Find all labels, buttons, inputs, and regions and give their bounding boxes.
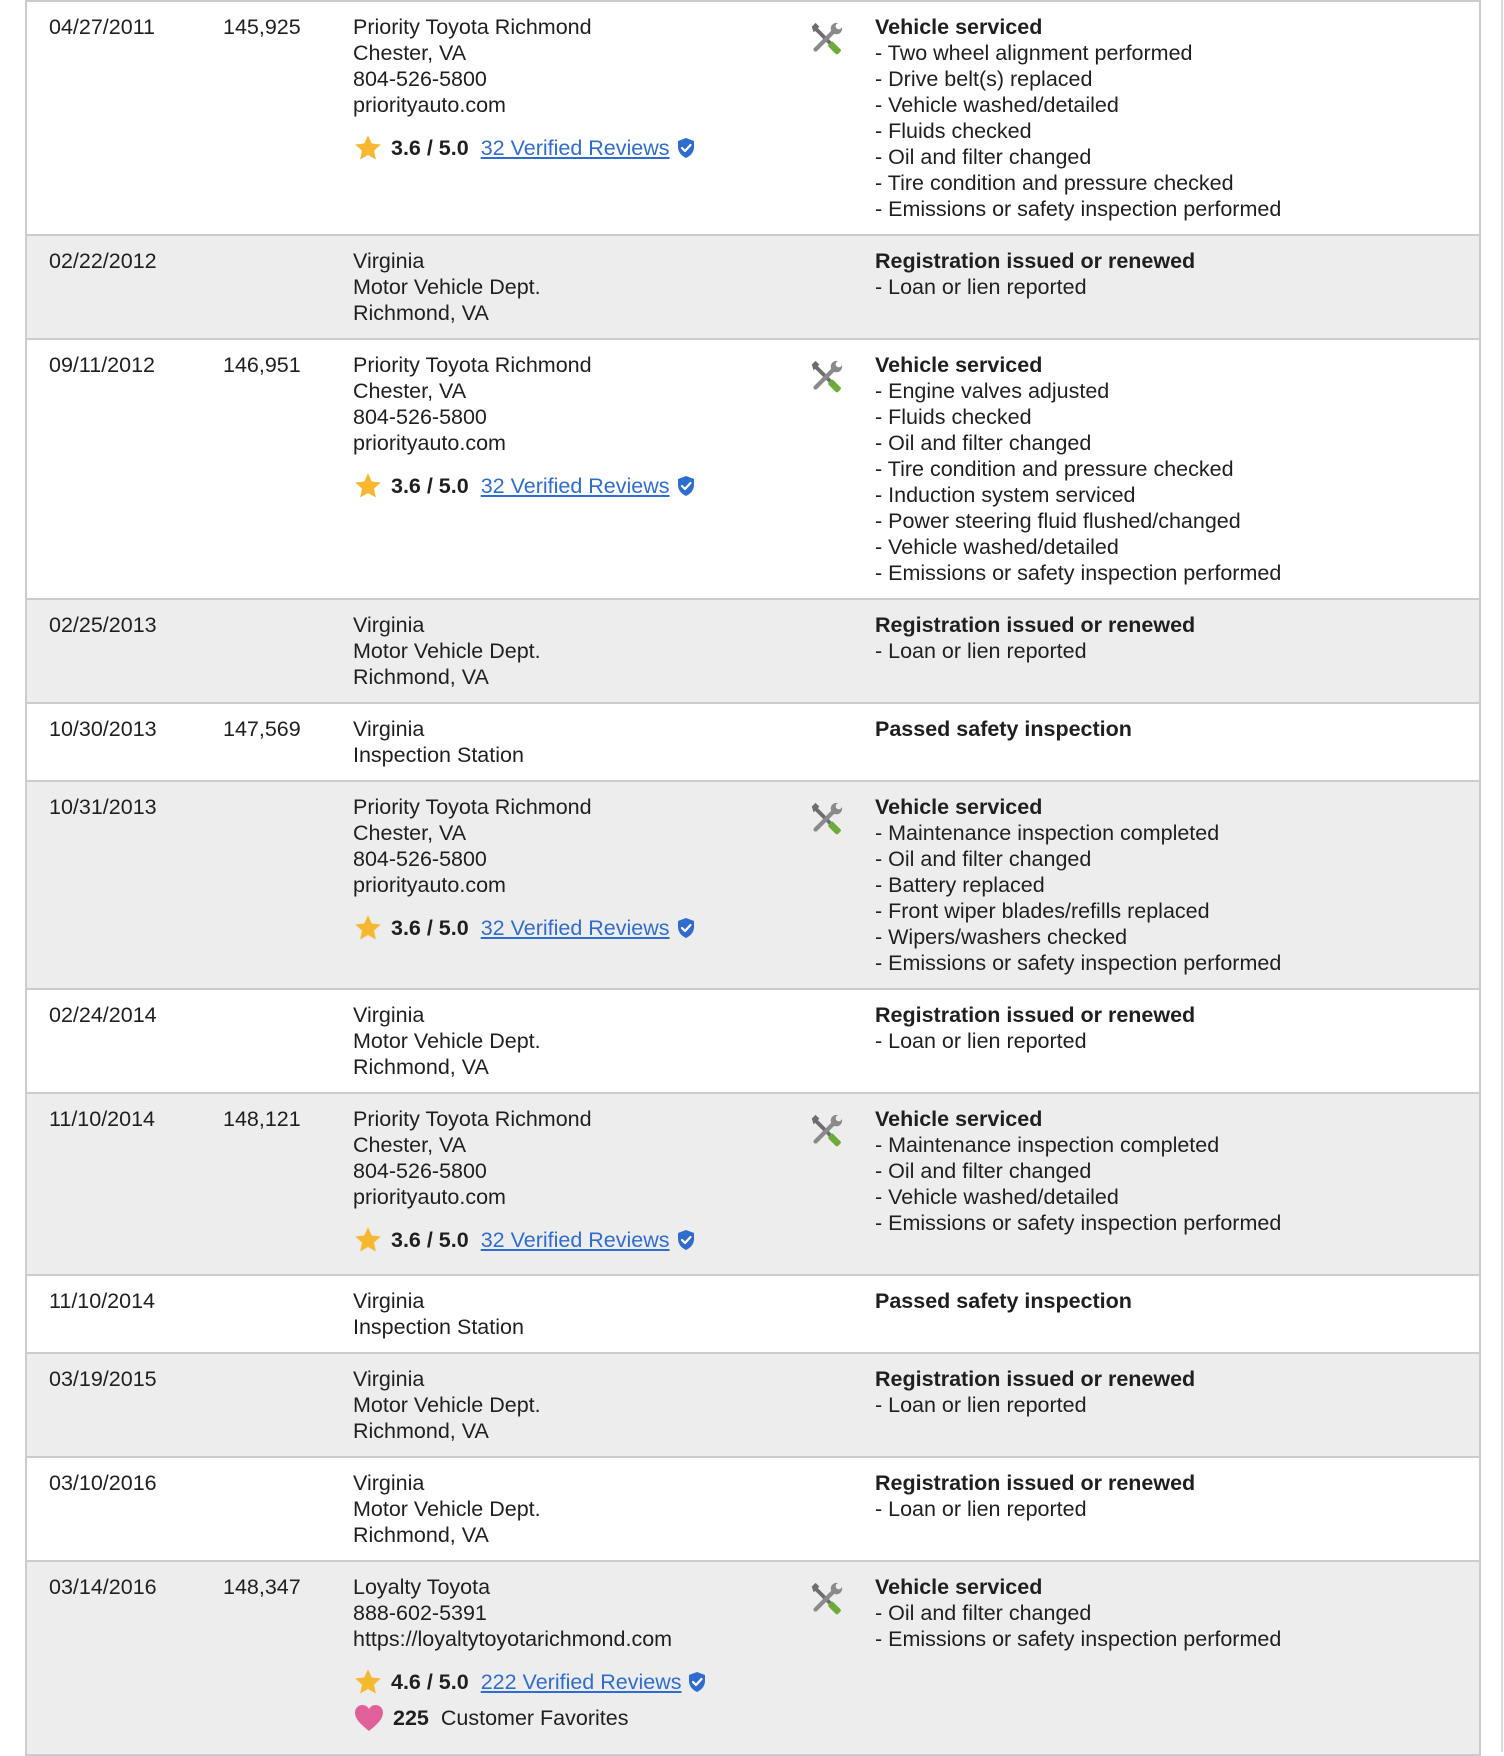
record-date: 03/10/2016 <box>49 1471 157 1495</box>
detail-item: - Power steering fluid flushed/changed <box>875 509 1241 533</box>
wrench-screwdriver-icon <box>807 358 845 396</box>
source-name: Virginia <box>353 1003 425 1027</box>
history-row <box>27 2 1479 236</box>
detail-item: - Vehicle washed/detailed <box>875 93 1119 117</box>
source-location: Richmond, VA <box>353 301 489 325</box>
source-website: https://loyaltytoyotarichmond.com <box>353 1627 673 1651</box>
verified-shield-icon <box>687 1671 707 1693</box>
history-row <box>27 236 1479 340</box>
detail-item: - Oil and filter changed <box>875 847 1092 871</box>
detail-title: Passed safety inspection <box>875 1289 1132 1313</box>
detail-item: - Loan or lien reported <box>875 1029 1087 1053</box>
source-phone: 804-526-5800 <box>353 1159 487 1183</box>
dealer-rating <box>353 914 773 942</box>
detail-title: Vehicle serviced <box>875 15 1043 39</box>
detail-item: - Vehicle washed/detailed <box>875 1185 1119 1209</box>
history-row <box>27 704 1479 782</box>
record-details <box>875 716 1455 742</box>
detail-item: - Front wiper blades/refills replaced <box>875 899 1210 923</box>
customer-favorites <box>353 1704 773 1732</box>
rating-score: 3.6 / 5.0 <box>391 474 469 498</box>
source-phone: 804-526-5800 <box>353 405 487 429</box>
source-website: priorityauto.com <box>353 93 506 117</box>
odometer-reading: 146,951 <box>223 353 301 377</box>
detail-item: - Emissions or safety inspection performed <box>875 197 1282 221</box>
detail-item: - Vehicle washed/detailed <box>875 535 1119 559</box>
record-details <box>875 1574 1455 1652</box>
source-phone: 888-602-5391 <box>353 1601 487 1625</box>
verified-shield-icon <box>676 475 696 497</box>
source-name: Priority Toyota Richmond <box>353 1107 592 1131</box>
record-date: 11/10/2014 <box>49 1289 156 1313</box>
history-row <box>27 1354 1479 1458</box>
record-details <box>875 248 1455 300</box>
source-name: Virginia <box>353 1367 425 1391</box>
source-name: Priority Toyota Richmond <box>353 15 592 39</box>
record-details <box>875 794 1455 976</box>
source-info <box>353 1002 773 1080</box>
detail-item: - Emissions or safety inspection performed <box>875 561 1282 585</box>
source-location: Richmond, VA <box>353 1523 489 1547</box>
detail-item: - Drive belt(s) replaced <box>875 67 1093 91</box>
detail-item: - Loan or lien reported <box>875 1497 1087 1521</box>
rating-score: 4.6 / 5.0 <box>391 1670 469 1694</box>
detail-title: Registration issued or renewed <box>875 1003 1196 1027</box>
detail-item: - Loan or lien reported <box>875 639 1087 663</box>
source-name: Virginia <box>353 717 425 741</box>
verified-reviews-link[interactable]: 32 Verified Reviews <box>480 136 670 160</box>
source-info <box>353 14 773 162</box>
detail-item: - Emissions or safety inspection performed <box>875 1211 1282 1235</box>
verified-shield-icon <box>676 917 696 939</box>
source-name: Loyalty Toyota <box>353 1575 491 1599</box>
star-icon <box>353 133 383 163</box>
record-date: 10/31/2013 <box>49 795 157 819</box>
detail-item: - Oil and filter changed <box>875 1601 1092 1625</box>
record-details <box>875 612 1455 664</box>
rating-score: 3.6 / 5.0 <box>391 1228 469 1252</box>
source-agency: Inspection Station <box>353 743 524 767</box>
record-details <box>875 1106 1455 1236</box>
detail-item: - Wipers/washers checked <box>875 925 1128 949</box>
odometer-reading: 145,925 <box>223 15 301 39</box>
record-date: 04/27/2011 <box>49 15 156 39</box>
page-right-border <box>1501 0 1503 1752</box>
source-name: Virginia <box>353 1289 425 1313</box>
detail-title: Vehicle serviced <box>875 353 1043 377</box>
detail-title: Vehicle serviced <box>875 1107 1043 1131</box>
detail-item: - Emissions or safety inspection performed <box>875 1627 1282 1651</box>
record-date: 03/19/2015 <box>49 1367 157 1391</box>
history-row <box>27 782 1479 990</box>
dealer-rating <box>353 1226 773 1254</box>
source-location: Chester, VA <box>353 821 467 845</box>
record-details <box>875 1288 1455 1314</box>
history-row <box>27 1458 1479 1562</box>
source-location: Chester, VA <box>353 379 467 403</box>
history-row <box>27 600 1479 704</box>
record-date: 10/30/2013 <box>49 717 157 741</box>
star-icon <box>353 1225 383 1255</box>
source-info <box>353 612 773 690</box>
source-name: Virginia <box>353 249 425 273</box>
detail-item: - Oil and filter changed <box>875 145 1092 169</box>
detail-item: - Fluids checked <box>875 405 1032 429</box>
wrench-screwdriver-icon <box>807 800 845 838</box>
source-location: Chester, VA <box>353 1133 467 1157</box>
source-location: Richmond, VA <box>353 665 489 689</box>
odometer-reading: 147,569 <box>223 717 301 741</box>
record-date: 09/11/2012 <box>49 353 156 377</box>
detail-item: - Loan or lien reported <box>875 275 1087 299</box>
history-row <box>27 340 1479 600</box>
verified-reviews-link[interactable]: 32 Verified Reviews <box>480 1228 670 1252</box>
history-row <box>27 1094 1479 1276</box>
vehicle-history-table <box>25 0 1481 1756</box>
verified-reviews-link[interactable]: 32 Verified Reviews <box>480 474 670 498</box>
detail-item: - Battery replaced <box>875 873 1045 897</box>
source-agency: Motor Vehicle Dept. <box>353 1393 541 1417</box>
wrench-screwdriver-icon <box>807 1580 845 1618</box>
dealer-rating <box>353 472 773 500</box>
source-location: Richmond, VA <box>353 1055 489 1079</box>
verified-shield-icon <box>676 137 696 159</box>
dealer-rating <box>353 1668 773 1696</box>
source-website: priorityauto.com <box>353 1185 506 1209</box>
history-row <box>27 1276 1479 1354</box>
record-details <box>875 1470 1455 1522</box>
verified-reviews-link[interactable]: 222 Verified Reviews <box>480 1670 682 1694</box>
star-icon <box>353 913 383 943</box>
star-icon <box>353 1667 383 1697</box>
detail-item: - Tire condition and pressure checked <box>875 457 1234 481</box>
history-row <box>27 990 1479 1094</box>
source-info <box>353 1288 773 1340</box>
source-info <box>353 352 773 500</box>
source-info <box>353 248 773 326</box>
record-date: 02/24/2014 <box>49 1003 157 1027</box>
favorites-label: Customer Favorites <box>440 1706 629 1730</box>
wrench-screwdriver-icon <box>807 20 845 58</box>
source-website: priorityauto.com <box>353 873 506 897</box>
detail-item: - Fluids checked <box>875 119 1032 143</box>
detail-item: - Induction system serviced <box>875 483 1136 507</box>
detail-item: - Two wheel alignment performed <box>875 41 1193 65</box>
source-agency: Motor Vehicle Dept. <box>353 1029 541 1053</box>
verified-shield-icon <box>676 1229 696 1251</box>
rating-score: 3.6 / 5.0 <box>391 136 469 160</box>
record-details <box>875 1366 1455 1418</box>
record-details <box>875 1002 1455 1054</box>
source-phone: 804-526-5800 <box>353 847 487 871</box>
source-agency: Motor Vehicle Dept. <box>353 275 541 299</box>
detail-title: Passed safety inspection <box>875 717 1132 741</box>
detail-item: - Loan or lien reported <box>875 1393 1087 1417</box>
source-name: Virginia <box>353 1471 425 1495</box>
odometer-reading: 148,121 <box>223 1107 301 1131</box>
verified-reviews-link[interactable]: 32 Verified Reviews <box>480 916 670 940</box>
detail-title: Registration issued or renewed <box>875 613 1196 637</box>
source-name: Virginia <box>353 613 425 637</box>
favorites-count: 225 <box>393 1706 429 1730</box>
source-info <box>353 1106 773 1254</box>
record-date: 02/22/2012 <box>49 249 157 273</box>
source-agency: Motor Vehicle Dept. <box>353 1497 541 1521</box>
detail-item: - Emissions or safety inspection performed <box>875 951 1282 975</box>
star-icon <box>353 471 383 501</box>
odometer-reading: 148,347 <box>223 1575 301 1599</box>
source-phone: 804-526-5800 <box>353 67 487 91</box>
source-agency: Inspection Station <box>353 1315 524 1339</box>
source-location: Richmond, VA <box>353 1419 489 1443</box>
source-info <box>353 1574 773 1732</box>
source-website: priorityauto.com <box>353 431 506 455</box>
history-row <box>27 1562 1479 1756</box>
detail-item: - Oil and filter changed <box>875 431 1092 455</box>
record-details <box>875 14 1455 222</box>
detail-title: Vehicle serviced <box>875 1575 1043 1599</box>
source-location: Chester, VA <box>353 41 467 65</box>
wrench-screwdriver-icon <box>807 1112 845 1150</box>
detail-item: - Maintenance inspection completed <box>875 821 1220 845</box>
source-name: Priority Toyota Richmond <box>353 795 592 819</box>
source-info <box>353 794 773 942</box>
source-info <box>353 716 773 768</box>
source-info <box>353 1366 773 1444</box>
detail-title: Registration issued or renewed <box>875 1471 1196 1495</box>
source-name: Priority Toyota Richmond <box>353 353 592 377</box>
detail-item: - Oil and filter changed <box>875 1159 1092 1183</box>
detail-item: - Tire condition and pressure checked <box>875 171 1234 195</box>
heart-icon <box>353 1703 385 1733</box>
detail-title: Registration issued or renewed <box>875 249 1196 273</box>
source-agency: Motor Vehicle Dept. <box>353 639 541 663</box>
detail-title: Vehicle serviced <box>875 795 1043 819</box>
detail-item: - Engine valves adjusted <box>875 379 1110 403</box>
record-details <box>875 352 1455 586</box>
record-date: 03/14/2016 <box>49 1575 157 1599</box>
detail-title: Registration issued or renewed <box>875 1367 1196 1391</box>
record-date: 11/10/2014 <box>49 1107 156 1131</box>
source-info <box>353 1470 773 1548</box>
dealer-rating <box>353 134 773 162</box>
detail-item: - Maintenance inspection completed <box>875 1133 1220 1157</box>
record-date: 02/25/2013 <box>49 613 157 637</box>
rating-score: 3.6 / 5.0 <box>391 916 469 940</box>
